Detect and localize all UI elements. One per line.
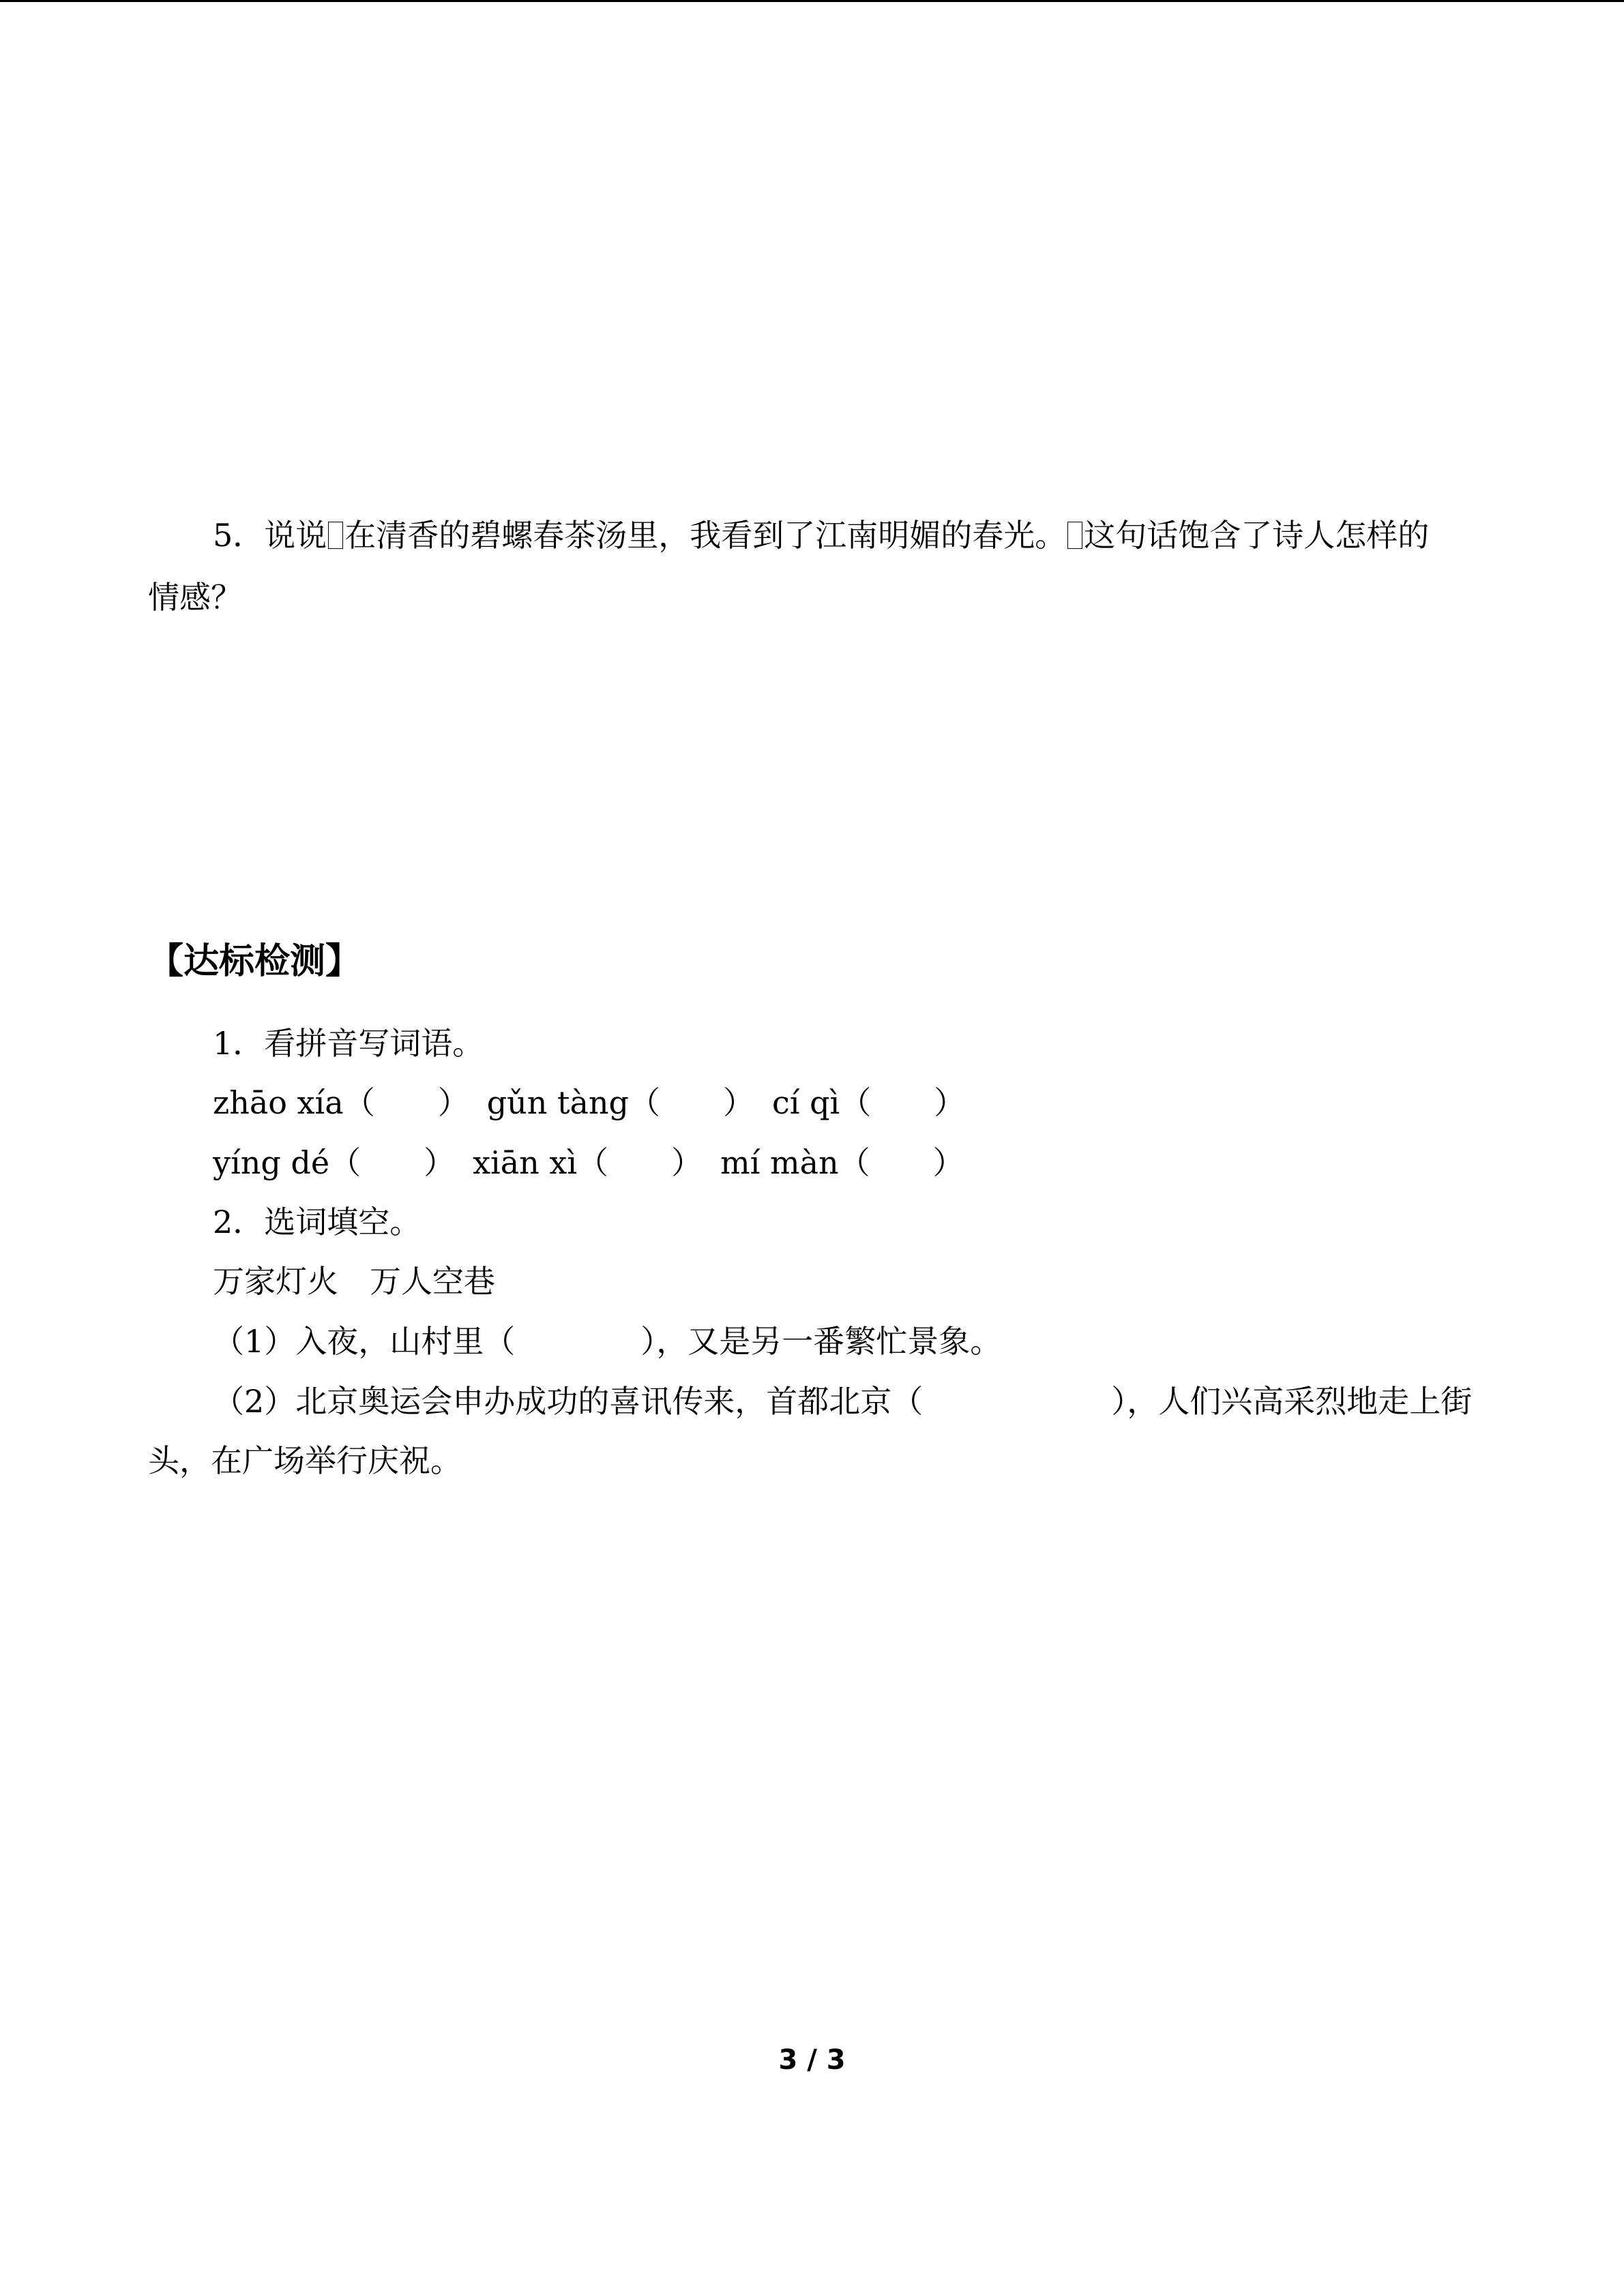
q5-text-b: 在清香的碧螺春茶汤里，我看到了江南明媚的春光。: [344, 517, 1067, 554]
page-number: 3 / 3: [778, 2044, 846, 2076]
q5-line1: [213, 515, 1429, 556]
q1-row2: [213, 1142, 964, 1183]
q1-row1: [213, 1082, 965, 1123]
q2-options: 万家灯火 万人空巷: [213, 1263, 495, 1300]
missing-glyph-box: [1067, 522, 1082, 549]
top-border: [0, 0, 1624, 2]
answer-blank: （ ）: [343, 1084, 469, 1121]
answer-blank: （ ）: [329, 1144, 456, 1181]
pinyin-text: gǔn tàng: [486, 1084, 629, 1121]
answer-blank: （ ）: [840, 1084, 966, 1121]
section-title: 【达标检测】: [148, 941, 361, 982]
pinyin-text: zhāo xía: [213, 1084, 344, 1121]
q1-title: 1．看拼音写词语。: [213, 1025, 484, 1062]
q5-line2: 情感？: [148, 579, 242, 616]
pinyin-text: cí qì: [772, 1084, 840, 1121]
pinyin-text: yíng dé: [213, 1144, 330, 1181]
missing-glyph-box: [328, 522, 343, 549]
q2-title: 2．选词填空。: [213, 1204, 422, 1240]
q2-item2-line1: （2）北京奥运会申办成功的喜讯传来，首都北京（ ），人们兴高采烈地走上街: [213, 1383, 1473, 1420]
q5-text-a: 5．说说: [213, 517, 327, 554]
answer-blank: （ ）: [629, 1084, 754, 1121]
pinyin-text: mí màn: [720, 1144, 839, 1181]
q2-item1: （1）入夜，山村里（ ），又是另一番繁忙景象。: [213, 1323, 1002, 1360]
q5-text-c: 这句话饱含了诗人怎样的: [1084, 517, 1430, 554]
pinyin-text: xiān xì: [473, 1144, 578, 1181]
answer-blank: （ ）: [577, 1144, 703, 1181]
answer-blank: （ ）: [838, 1144, 964, 1181]
q2-item2-line2: 头，在广场举行庆祝。: [148, 1442, 462, 1479]
